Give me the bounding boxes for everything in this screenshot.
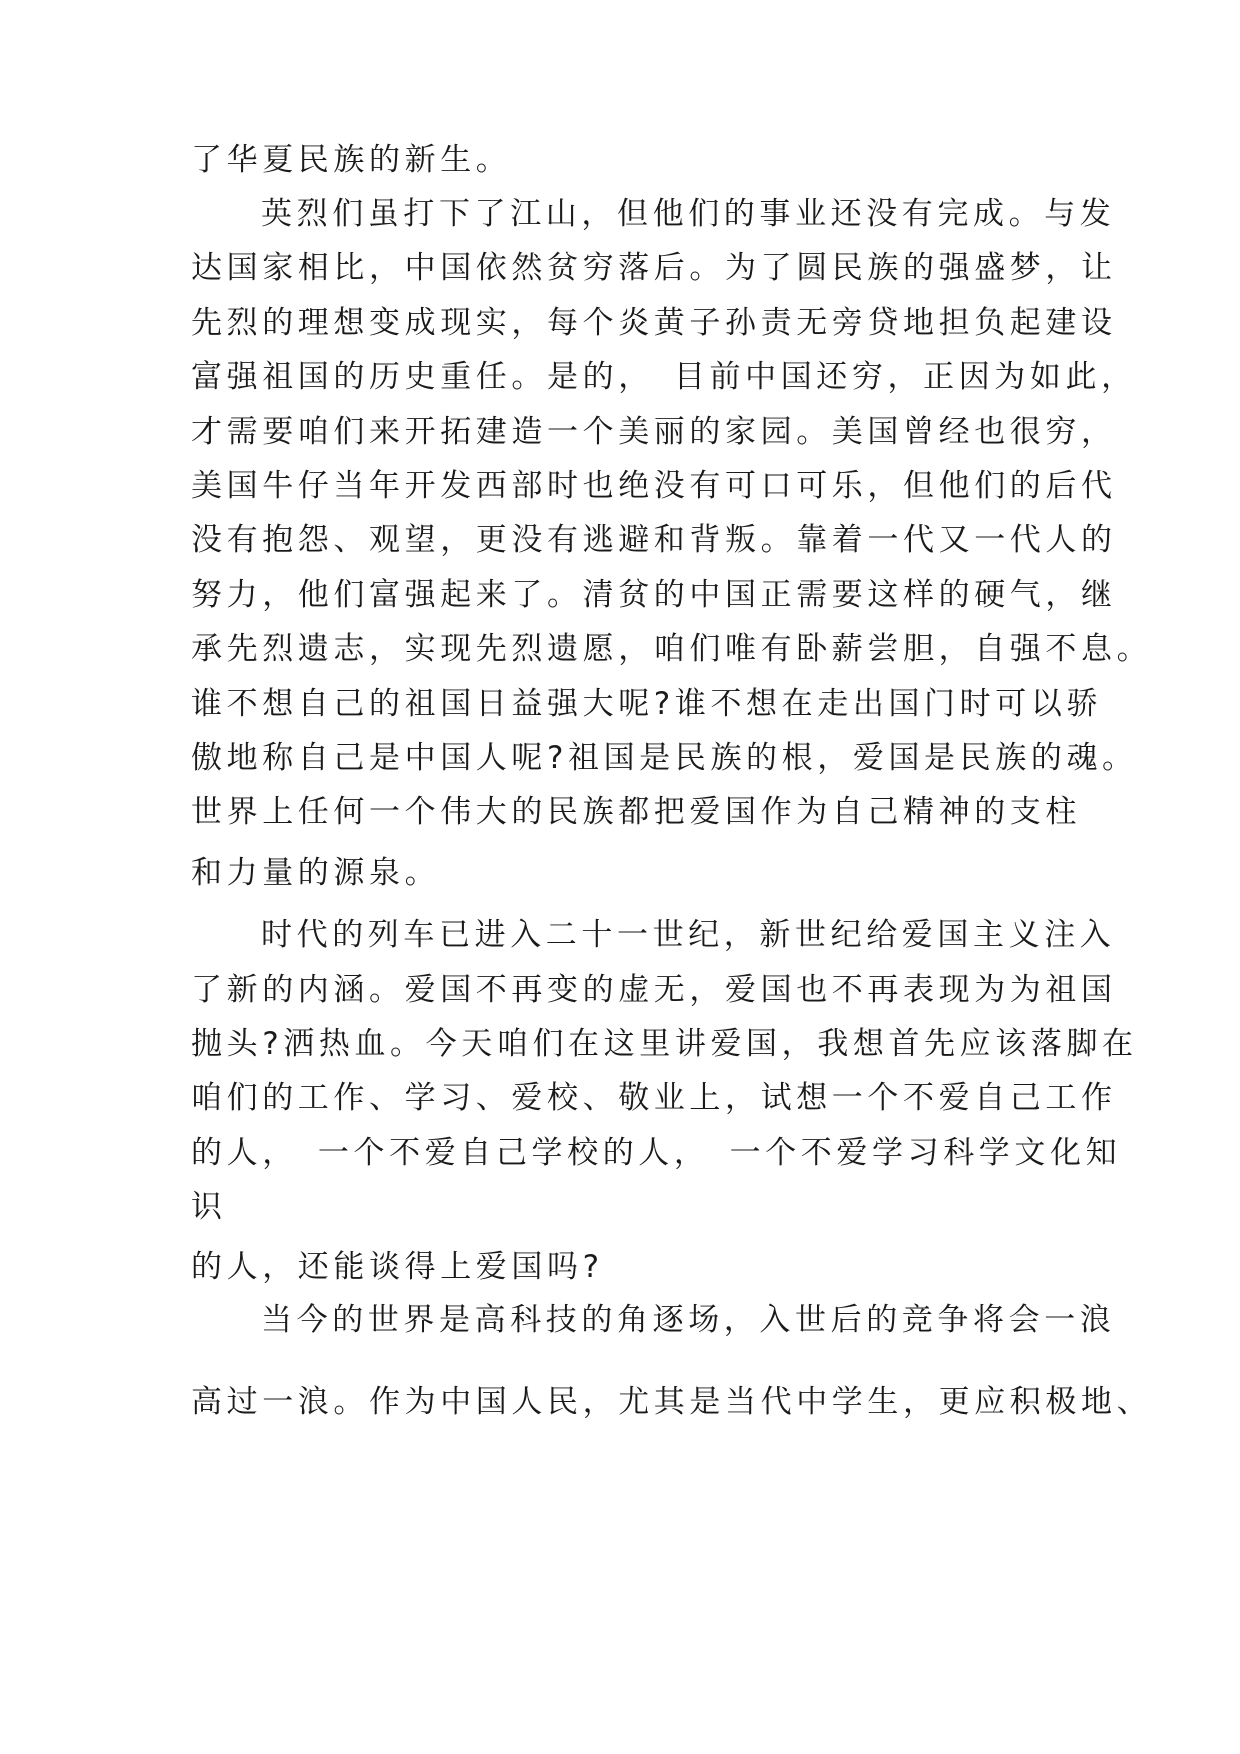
- text-line: 才需要咱们来开拓建造一个美丽的家园。美国曾经也很穷，: [191, 414, 1117, 450]
- text-line: 识: [191, 1189, 227, 1225]
- text-line: 美国牛仔当年开发西部时也绝没有可口可乐，但他们的后代: [191, 468, 1117, 504]
- text-line: 达国家相比，中国依然贫穷落后。为了圆民族的强盛梦，让: [191, 250, 1117, 286]
- text-line: 没有抱怨、观望，更没有逃避和背叛。靠着一代又一代人的: [191, 522, 1117, 558]
- text-line: 谁不想自己的祖国日益强大呢?谁不想在走出国门时可以骄: [191, 686, 1103, 722]
- text-line: 抛头?洒热血。今天咱们在这里讲爱国，我想首先应该落脚在: [191, 1026, 1138, 1062]
- text-line: 承先烈遗志，实现先烈遗愿，咱们唯有卧薪尝胆，自强不息。: [191, 631, 1153, 667]
- text-line: 咱们的工作、学习、爱校、敬业上，试想一个不爱自己工作: [191, 1080, 1117, 1116]
- text-line: 和力量的源泉。: [191, 855, 441, 891]
- text-line: 了新的内涵。爱国不再变的虚无，爱国也不再表现为为祖国: [191, 972, 1117, 1008]
- text-line: 傲地称自己是中国人呢?祖国是民族的根，爱国是民族的魂。: [191, 740, 1138, 776]
- text-line: 先烈的理想变成现实，每个炎黄子孙责无旁贷地担负起建设: [191, 305, 1117, 341]
- text-line: 的人，还能谈得上爱国吗?: [191, 1249, 604, 1285]
- text-line: 当今的世界是高科技的角逐场，入世后的竞争将会一浪: [261, 1302, 1116, 1338]
- text-line: 了华夏民族的新生。: [191, 142, 512, 178]
- text-line: 努力，他们富强起来了。清贫的中国正需要这样的硬气，继: [191, 577, 1117, 613]
- text-line: 富强祖国的历史重任。是的， 目前中国还穷，正因为如此，: [191, 359, 1137, 395]
- text-line: 世界上任何一个伟大的民族都把爱国作为自己精神的支柱: [191, 794, 1081, 830]
- text-line: 的人， 一个不爱自己学校的人， 一个不爱学习科学文化知: [191, 1135, 1122, 1171]
- text-line: 时代的列车已进入二十一世纪，新世纪给爱国主义注入: [261, 917, 1116, 953]
- text-line: 高过一浪。作为中国人民，尤其是当代中学生，更应积极地、: [191, 1384, 1153, 1420]
- text-line: 英烈们虽打下了江山，但他们的事业还没有完成。与发: [261, 196, 1116, 232]
